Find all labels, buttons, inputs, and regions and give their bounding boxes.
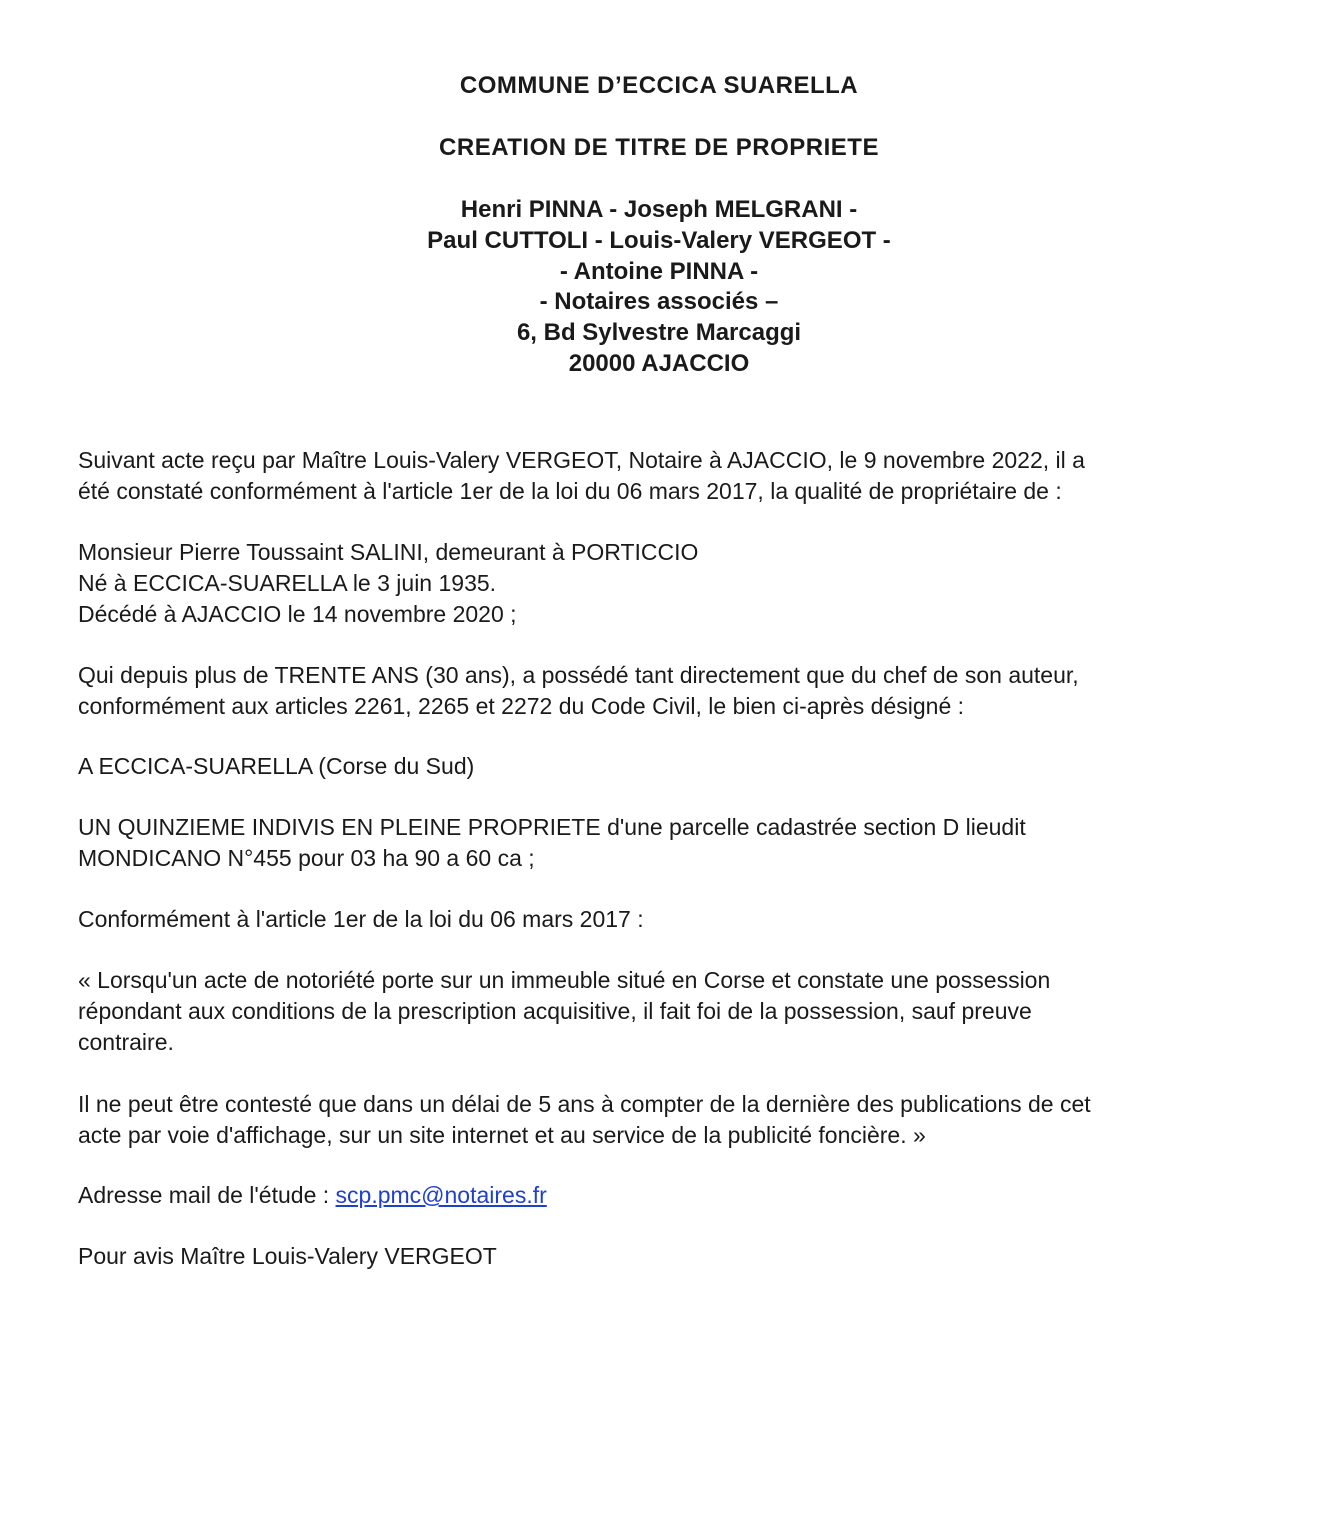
notaires-block xyxy=(0,195,1318,380)
paragraph-line: Suivant acte reçu par Maître Louis-Valery VERGEOT, Notaire à AJACCIO, le 9 novembre 2022, il a xyxy=(78,447,1085,473)
paragraph-line: contraire. xyxy=(78,1028,174,1055)
email-label: Adresse mail de l'étude : xyxy=(78,1182,336,1208)
acte-paragraph xyxy=(78,445,1268,507)
lieu-paragraph xyxy=(78,751,1268,782)
conformement-paragraph xyxy=(78,904,1268,935)
notaires-line: Paul CUTTOLI - Louis-Valery VERGEOT - xyxy=(427,226,891,254)
bien-paragraph xyxy=(78,812,1268,874)
paragraph-line: Monsieur Pierre Toussaint SALINI, demeurant à PORTICCIO xyxy=(78,539,699,565)
email-paragraph xyxy=(78,1180,1268,1211)
notaires-address-line: 6, Bd Sylvestre Marcaggi xyxy=(516,319,802,347)
paragraph-line: Il ne peut être contesté que dans un délai de 5 ans à compter de la dernière des publications de cet xyxy=(78,1091,1091,1117)
paragraph-line: A ECCICA-SUARELLA (Corse du Sud) xyxy=(78,753,475,779)
document-title: CREATION DE TITRE DE PROPRIETE xyxy=(439,134,879,161)
paragraph-line: répondant aux conditions de la prescription acquisitive, il fait foi de la possession, sauf preuve xyxy=(78,997,1032,1024)
paragraph-line: « Lorsqu'un acte de notoriété porte sur un immeuble situé en Corse et constate une possession xyxy=(78,967,1051,993)
notaires-city-line: 20000 AJACCIO xyxy=(568,349,750,377)
paragraph-line: Né à ECCICA-SUARELLA le 3 juin 1935. xyxy=(78,569,497,596)
email-line xyxy=(78,1180,1268,1211)
notaires-line: - Antoine PINNA - xyxy=(559,257,759,285)
paragraph-line: Qui depuis plus de TRENTE ANS (30 ans), a possédé tant directement que du chef de son auteur, xyxy=(78,662,1079,688)
paragraph-line: Conformément à l'article 1er de la loi du 06 mars 2017 : xyxy=(78,906,644,932)
possession-paragraph xyxy=(78,660,1268,722)
paragraph-line: Décédé à AJACCIO le 14 novembre 2020 ; xyxy=(78,600,517,627)
contestation-paragraph xyxy=(78,1089,1268,1151)
notaires-line: Henri PINNA - Joseph MELGRANI - xyxy=(460,196,858,223)
signature-line: Pour avis Maître Louis-Valery VERGEOT xyxy=(78,1243,497,1269)
paragraph-line: été constaté conformément à l'article 1er de la loi du 06 mars 2017, la qualité de propriétaire de : xyxy=(78,477,1062,504)
paragraph-line: MONDICANO N°455 pour 03 ha 90 a 60 ca ; xyxy=(78,844,535,871)
notaires-line: - Notaires associés – xyxy=(539,288,779,316)
commune-heading: COMMUNE D’ECCICA SUARELLA xyxy=(459,72,859,99)
citation-paragraph xyxy=(78,965,1268,1057)
email-link[interactable]: scp.pmc@notaires.fr xyxy=(335,1182,547,1208)
avis-paragraph xyxy=(78,1241,1268,1272)
paragraph-line: acte par voie d'affichage, sur un site internet et au service de la publicité foncière. » xyxy=(78,1121,926,1148)
proprietaire-paragraph xyxy=(78,537,1268,629)
paragraph-line: UN QUINZIEME INDIVIS EN PLEINE PROPRIETE d'une parcelle cadastrée section D lieudit xyxy=(78,814,1026,840)
paragraph-line: conformément aux articles 2261, 2265 et 2272 du Code Civil, le bien ci-après désigné : xyxy=(78,692,965,719)
